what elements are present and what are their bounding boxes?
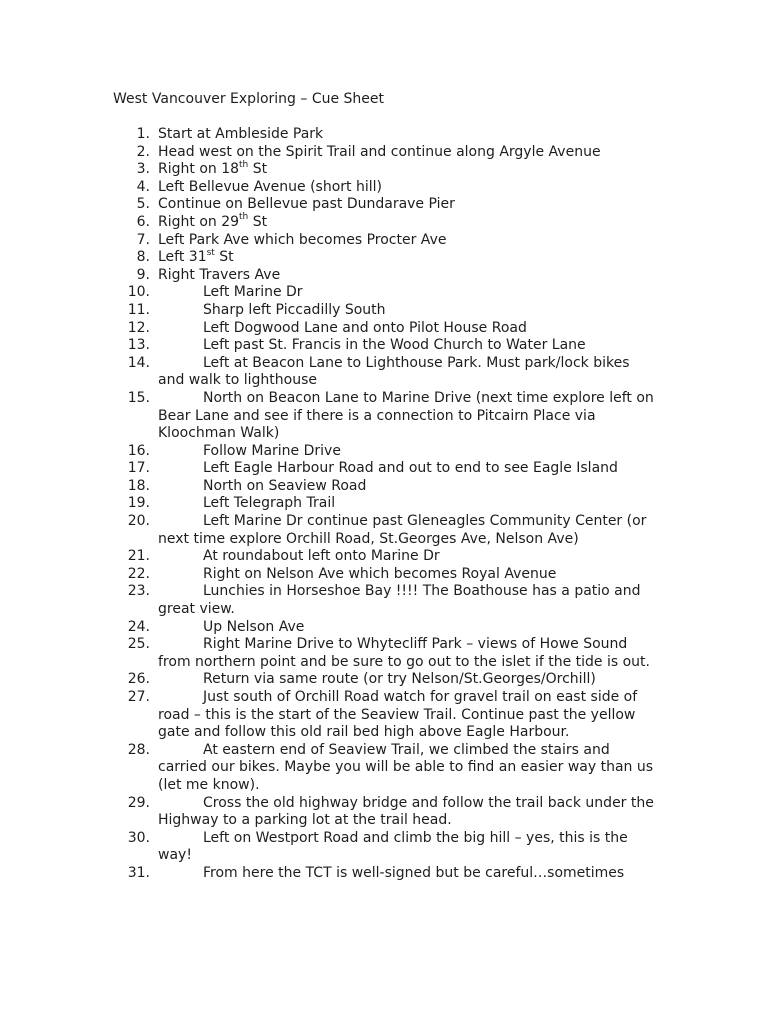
cue-text [158, 795, 658, 830]
cue-item [0, 548, 658, 566]
cue-text [158, 636, 658, 671]
cue-number: 22. [127, 565, 150, 582]
cue-text [158, 566, 658, 584]
cue-text [158, 232, 658, 250]
cue-text-segment: St [248, 213, 268, 230]
cue-item [0, 337, 658, 355]
cue-item [0, 214, 658, 232]
cue-number: 28. [127, 741, 150, 758]
cue-text [158, 267, 658, 285]
cue-text [158, 390, 658, 443]
cue-text-segment: Right Marine Drive to Whytecliff Park – views of Howe Sound from northern point and be sure to go out to the islet if the tide is out. [158, 636, 650, 670]
cue-text [158, 355, 658, 390]
cue-text-segment: Continue on Bellevue past Dundarave Pier [158, 196, 455, 213]
cue-text-segment: St [214, 249, 234, 266]
cue-text-segment: Up Nelson Ave [203, 618, 305, 635]
ordinal-suffix: th [239, 159, 249, 170]
cue-item [0, 865, 658, 883]
cue-text [158, 689, 658, 742]
cue-text [158, 495, 658, 513]
cue-text [158, 196, 658, 214]
cue-number: 10. [127, 284, 150, 301]
cue-text [158, 478, 658, 496]
cue-text [158, 583, 658, 618]
cue-item [0, 232, 658, 250]
cue-text-segment: Right Travers Ave [158, 266, 281, 283]
cue-number: 3. [136, 161, 150, 178]
cue-text-segment: Left Telegraph Trail [203, 495, 336, 512]
cue-number: 2. [136, 143, 150, 160]
cue-list [0, 126, 768, 883]
cue-text-segment: Left at Beacon Lane to Lighthouse Park. Must park/lock bikes and walk to lighthouse [158, 354, 630, 389]
cue-text-segment: Right on Nelson Ave which becomes Royal Avenue [203, 565, 557, 582]
cue-number: 12. [127, 319, 150, 336]
cue-text-segment: Cross the old highway bridge and follow the trail back under the Highway to a parking lot at the trail head. [158, 794, 654, 829]
cue-text-segment: Left on Westport Road and climb the big hill – yes, this is the way! [158, 829, 628, 864]
cue-text-segment: Sharp left Piccadilly South [203, 301, 386, 318]
cue-number: 9. [136, 266, 150, 283]
cue-number: 13. [127, 337, 150, 354]
cue-text-segment: Start at Ambleside Park [158, 126, 324, 142]
cue-text [158, 443, 658, 461]
cue-text-segment: Left Eagle Harbour Road and out to end to see Eagle Island [203, 460, 618, 477]
cue-item [0, 478, 658, 496]
cue-text [158, 179, 658, 197]
cue-text [158, 548, 658, 566]
cue-text-segment: Head west on the Spirit Trail and continue along Argyle Avenue [158, 143, 601, 160]
cue-item [0, 513, 658, 548]
cue-text-segment: Left Marine Dr continue past Gleneagles Community Center (or next time explore Orchill Road, St.Georges Ave, Nelson Ave) [158, 513, 647, 547]
cue-number: 25. [127, 636, 150, 653]
ordinal-suffix: st [206, 247, 215, 258]
document-title: West Vancouver Exploring – Cue Sheet [113, 91, 385, 107]
cue-text-segment: Lunchies in Horseshoe Bay !!!! The Boathouse has a patio and great view. [158, 583, 641, 618]
cue-number: 16. [127, 442, 150, 459]
cue-item [0, 443, 658, 461]
cue-number: 29. [127, 794, 150, 811]
cue-text-segment: At roundabout left onto Marine Dr [203, 548, 440, 565]
cue-number: 14. [127, 354, 150, 371]
cue-text [158, 126, 658, 144]
cue-number: 4. [136, 178, 150, 195]
cue-text-segment: Left past St. Francis in the Wood Church to Water Lane [203, 337, 586, 354]
cue-text [158, 214, 658, 232]
cue-text [158, 161, 658, 179]
cue-text [158, 742, 658, 795]
cue-text-segment: Left Bellevue Avenue (short hill) [158, 178, 382, 195]
cue-text [158, 619, 658, 637]
cue-item [0, 196, 658, 214]
cue-item [0, 390, 658, 443]
cue-item [0, 284, 658, 302]
cue-text [158, 337, 658, 355]
cue-number: 23. [127, 583, 150, 600]
cue-text [158, 830, 658, 865]
cue-text-segment: St [248, 161, 268, 178]
cue-text [158, 865, 658, 883]
cue-text [158, 284, 658, 302]
cue-text-segment: North on Seaview Road [203, 477, 367, 494]
cue-number: 31. [127, 864, 150, 881]
cue-number: 17. [127, 460, 150, 477]
cue-item [0, 689, 658, 742]
cue-text-segment: Just south of Orchill Road watch for gravel trail on east side of road – this is the start of the Seaview Trail. Continue past the yellow gate and follow this old rail bed high above Eagle Harbour. [158, 689, 638, 741]
cue-number: 19. [127, 495, 150, 512]
cue-item [0, 636, 658, 671]
cue-item [0, 320, 658, 338]
cue-item [0, 267, 658, 285]
cue-number: 20. [127, 513, 150, 530]
ordinal-suffix: th [239, 212, 249, 223]
cue-item [0, 566, 658, 584]
cue-item [0, 302, 658, 320]
cue-number: 15. [127, 389, 150, 406]
cue-text-segment: Return via same route (or try Nelson/St.Georges/Orchill) [203, 671, 596, 688]
cue-item [0, 144, 658, 162]
cue-item [0, 795, 658, 830]
cue-text-segment: Left 31 [158, 249, 207, 266]
cue-number: 18. [127, 477, 150, 494]
cue-item [0, 619, 658, 637]
cue-item [0, 495, 658, 513]
cue-text-segment: North on Beacon Lane to Marine Drive (next time explore left on Bear Lane and see if there is a connection to Pitcairn Place via Kloochman Walk) [158, 389, 654, 442]
cue-text-segment: Left Dogwood Lane and onto Pilot House Road [203, 319, 527, 336]
cue-number: 8. [136, 249, 150, 266]
cue-item [0, 671, 658, 689]
cue-number: 27. [127, 689, 150, 705]
cue-text [158, 513, 658, 548]
cue-number: 1. [136, 126, 150, 142]
cue-text [158, 671, 658, 689]
cue-item [0, 126, 658, 144]
cue-text-segment: Left Marine Dr [203, 284, 303, 301]
cue-number: 5. [136, 196, 150, 213]
cue-text-segment: Left Park Ave which becomes Procter Ave [158, 231, 447, 248]
cue-text [158, 302, 658, 320]
cue-text-segment: At eastern end of Seaview Trail, we climbed the stairs and carried our bikes. Maybe you will be able to find an easier way than us (let me know). [158, 741, 654, 793]
cue-item [0, 161, 658, 179]
cue-item [0, 830, 658, 865]
cue-text-segment: Follow Marine Drive [203, 442, 341, 459]
cue-number: 7. [136, 231, 150, 248]
cue-text-segment: Right on 29 [158, 213, 240, 230]
cue-number: 24. [127, 618, 150, 635]
cue-item [0, 249, 658, 267]
cue-text [158, 249, 658, 267]
cue-number: 6. [136, 213, 150, 230]
cue-number: 26. [127, 671, 150, 688]
cue-number: 11. [127, 301, 150, 318]
cue-item [0, 742, 658, 795]
cue-number: 21. [127, 548, 150, 565]
cue-item [0, 179, 658, 197]
cue-text [158, 144, 658, 162]
cue-text-segment: From here the TCT is well-signed but be careful…sometimes [203, 864, 625, 881]
cue-item [0, 460, 658, 478]
cue-text [158, 320, 658, 338]
cue-text-segment: Right on 18 [158, 161, 240, 178]
cue-item [0, 355, 658, 390]
cue-text [158, 460, 658, 478]
cue-number: 30. [127, 829, 150, 846]
cue-item [0, 583, 658, 618]
